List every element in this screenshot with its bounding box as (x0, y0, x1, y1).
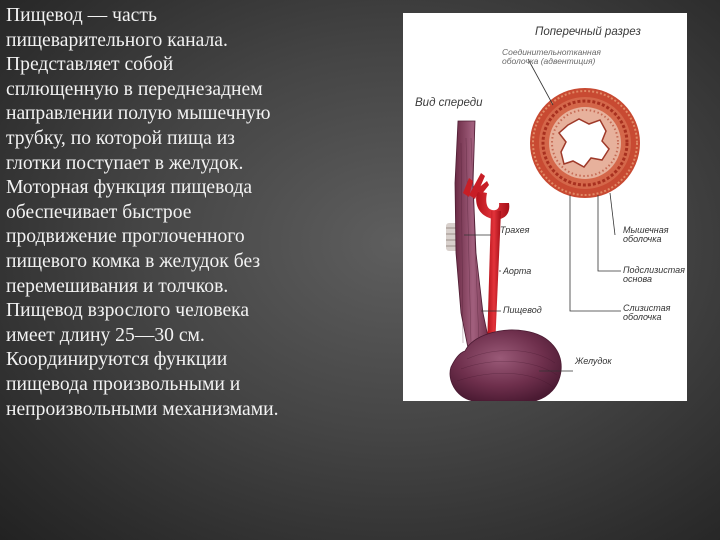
esophagus-label: Пищевод (503, 305, 542, 315)
body-line: Пищевод — часть (6, 5, 157, 26)
submucosa-label-line2: основа (623, 274, 652, 284)
body-line: продвижение проглоченного (6, 226, 245, 248)
body-line: Моторная функция пищевода (6, 177, 253, 199)
aorta-label: Аорта (503, 266, 532, 276)
mucosa-label-line1: Слизистая (623, 303, 671, 313)
body-line: сплющенную в переднезаднем (6, 78, 263, 100)
body-line: непроизвольными механизмами. (6, 398, 279, 420)
muscular-label-line1: Мышечная (623, 225, 669, 235)
body-line: трубку, по которой пища из (6, 127, 235, 149)
submucosa-label-line1: Подслизистая (623, 265, 685, 275)
trachea-label: Трахея (500, 225, 530, 235)
esophagus-tube (455, 121, 491, 353)
body-line: глотки поступает в желудок. (6, 152, 244, 174)
cross-section-ring (530, 88, 640, 198)
body-line: Представляет собой (6, 54, 174, 76)
adventitia-label-line2: оболочка (адвентиция) (502, 56, 596, 66)
body-line: Координируются функции (6, 349, 228, 371)
body-line: имеет длину 25—30 см. (6, 324, 205, 346)
slide-body-text (6, 4, 376, 422)
body-line: пищеварительного канала. (6, 29, 228, 51)
muscular-label-line2: оболочка (623, 234, 662, 244)
stomach-label: Желудок (575, 356, 612, 366)
body-line: пищевого комка в желудок без (6, 250, 261, 272)
anatomy-illustration (403, 13, 687, 401)
front-view-title: Вид спереди (415, 97, 483, 109)
body-line: направлении полую мышечную (6, 103, 271, 125)
cross-section-title: Поперечный разрез (535, 26, 641, 38)
mucosa-label-line2: оболочка (623, 312, 662, 322)
body-line: Пищевод взрослого человека (6, 300, 250, 322)
adventitia-label-line1: Соединительнотканная (502, 47, 601, 57)
body-line: обеспечивает быстрое (6, 201, 192, 223)
esophagus-anatomy-figure (403, 13, 687, 401)
body-line: перемешивания и толчков. (6, 275, 229, 297)
body-line: пищевода произвольными и (6, 373, 241, 395)
